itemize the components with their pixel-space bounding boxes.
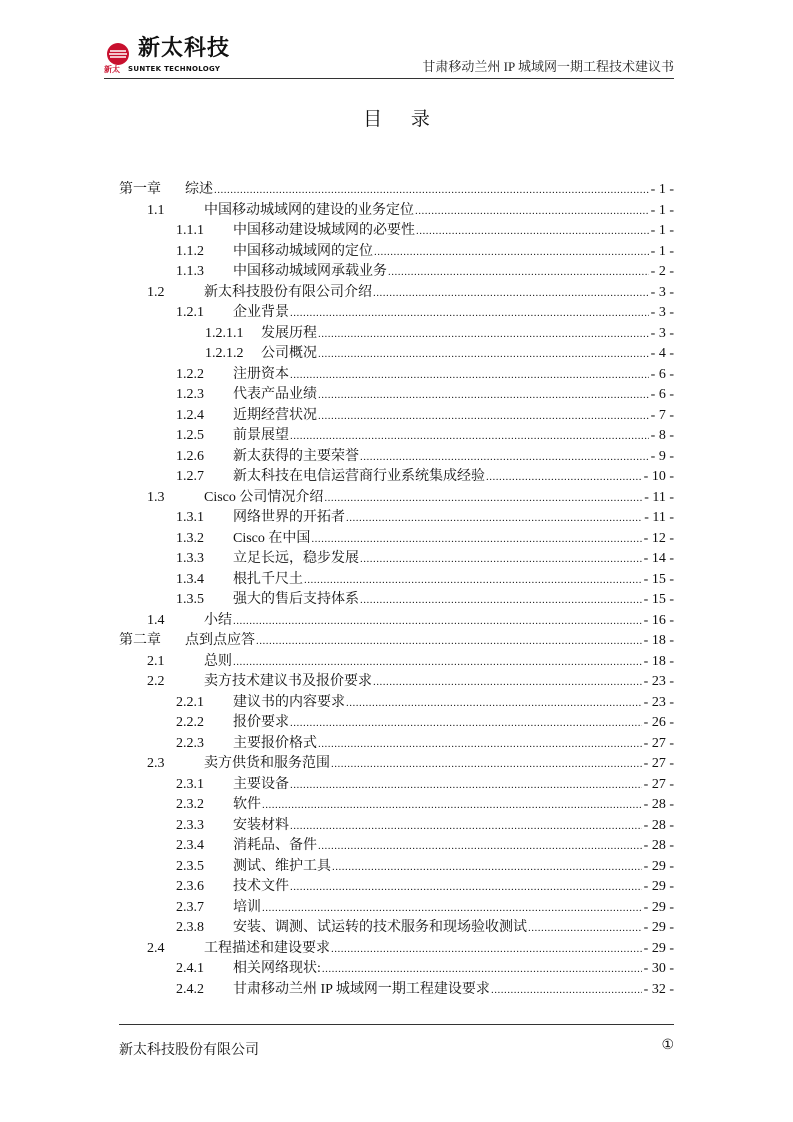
toc-entry-title: 总则 xyxy=(204,653,232,669)
toc-entry-page: - 28 - xyxy=(643,817,674,833)
toc-entry-page: - 3 - xyxy=(650,305,674,320)
toc-entry-page: - 11 - xyxy=(644,489,674,505)
toc-leader-dots xyxy=(331,754,642,775)
toc-entry[interactable] xyxy=(119,918,674,939)
toc-entry-page: - 10 - xyxy=(643,469,674,484)
toc-leader-dots xyxy=(331,939,642,960)
toc-leader-dots xyxy=(262,795,642,816)
toc-entry[interactable] xyxy=(119,201,674,222)
toc-entry-title: 主要设备 xyxy=(233,776,289,792)
toc-entry-number: 1.3.1 xyxy=(176,510,204,525)
toc-entry-number: 1.2.6 xyxy=(176,448,204,464)
toc-leader-dots xyxy=(290,365,649,386)
toc-entry[interactable] xyxy=(119,590,674,611)
toc-entry[interactable] xyxy=(119,385,674,406)
toc-entry-title: 工程描述和建设要求 xyxy=(204,940,330,956)
toc-entry[interactable] xyxy=(119,549,674,570)
toc-entry-page: - 3 - xyxy=(650,325,674,341)
toc-entry-page: - 18 - xyxy=(643,653,674,669)
toc-entry[interactable] xyxy=(119,283,674,304)
toc-entry-number: 2.4.1 xyxy=(176,961,204,976)
toc-entry-title: 注册资本 xyxy=(233,366,289,382)
logo-emblem-icon xyxy=(106,42,130,66)
toc-entry-page: - 26 - xyxy=(643,715,674,730)
toc-leader-dots xyxy=(233,611,642,632)
toc-leader-dots xyxy=(416,221,649,242)
toc-entry-title: 代表产品业绩 xyxy=(233,387,317,402)
toc-leader-dots xyxy=(311,529,641,550)
toc-entry-number: 2.4.2 xyxy=(176,981,204,997)
toc-entry-number: 2.4 xyxy=(147,940,165,956)
toc-entry-number: 1.2.3 xyxy=(176,387,204,402)
toc-entry-title: 新太获得的主要荣誉 xyxy=(233,448,359,464)
toc-entry-page: - 32 - xyxy=(643,981,674,997)
toc-entry-page: - 29 - xyxy=(643,879,674,894)
footer-company: 新太科技股份有限公司 xyxy=(119,1043,259,1058)
toc-leader-dots xyxy=(346,693,642,714)
toc-entry-title: 测试、维护工具 xyxy=(233,858,331,874)
toc-entry-page: - 29 - xyxy=(643,920,674,935)
toc-entry-page: - 8 - xyxy=(650,428,674,443)
toc-leader-dots xyxy=(290,713,642,734)
toc-entry[interactable] xyxy=(119,959,674,980)
toc-entry-title: 根扎千尺土 xyxy=(233,571,303,587)
toc-entry-page: - 16 - xyxy=(643,612,674,628)
toc-leader-dots xyxy=(318,406,649,427)
footer-page-number: ① xyxy=(661,1038,674,1053)
toc-entry-number: 1.2.1.2 xyxy=(205,346,244,361)
toc-entry-number: 1.2.2 xyxy=(176,366,204,382)
toc-entry-title: 软件 xyxy=(233,797,261,812)
toc-leader-dots xyxy=(360,549,642,570)
toc-entry-page: - 23 - xyxy=(643,694,674,710)
toc-entry-title: 小结 xyxy=(204,612,232,628)
toc-entry-title: 主要报价格式 xyxy=(233,735,317,751)
toc-leader-dots xyxy=(373,672,642,693)
toc-entry[interactable] xyxy=(119,836,674,857)
toc-entry-page: - 30 - xyxy=(643,961,674,976)
toc-entry[interactable] xyxy=(119,570,674,591)
toc-entry-number: 1.2.5 xyxy=(176,428,204,443)
toc-entry[interactable] xyxy=(119,713,674,734)
toc-leader-dots xyxy=(491,980,642,1001)
toc-entry[interactable] xyxy=(119,242,674,263)
toc-entry-number: 1.2.1.1 xyxy=(205,325,244,341)
toc-entry-title: 报价要求 xyxy=(233,715,289,730)
toc-leader-dots xyxy=(528,918,642,939)
toc-entry-page: - 6 - xyxy=(650,387,674,402)
toc-entry-number: 第一章 xyxy=(119,182,161,197)
toc-entry-number: 2.1 xyxy=(147,653,165,669)
toc-leader-dots xyxy=(388,262,649,283)
toc-entry[interactable] xyxy=(119,180,674,201)
toc-leader-dots xyxy=(322,959,642,980)
toc-entry[interactable] xyxy=(119,221,674,242)
toc-entry-page: - 27 - xyxy=(643,776,674,792)
toc-entry-number: 1.3.4 xyxy=(176,571,204,587)
toc-entry[interactable] xyxy=(119,898,674,919)
toc-entry-title: 新太科技股份有限公司介绍 xyxy=(204,284,372,300)
toc-entry-number: 2.3.8 xyxy=(176,920,204,935)
toc-entry-number: 1.3.5 xyxy=(176,592,204,607)
toc-entry-page: - 27 - xyxy=(643,735,674,751)
toc-entry-page: - 1 - xyxy=(650,223,674,238)
toc-entry-number: 2.3 xyxy=(147,756,165,771)
toc-entry-title: 立足长远，稳步发展 xyxy=(233,551,359,566)
toc-heading: 目 录 xyxy=(363,109,442,130)
toc-entry-number: 第二章 xyxy=(119,633,161,648)
toc-entry-number: 2.2.1 xyxy=(176,694,204,710)
logo-text: 新太科技 xyxy=(138,36,231,61)
toc-entry-title: 中国移动建设城域网的必要性 xyxy=(233,223,415,238)
toc-entry-title: 前景展望 xyxy=(233,428,289,443)
toc-entry-number: 1.1 xyxy=(147,202,165,218)
toc-leader-dots xyxy=(374,242,649,263)
toc-entry-title: 卖方供货和服务范围 xyxy=(204,756,330,771)
toc-entry-title: 中国移动城域网的定位 xyxy=(233,243,373,259)
toc-leader-dots xyxy=(324,488,642,509)
toc-entry-page: - 29 - xyxy=(643,899,674,915)
toc-entry[interactable] xyxy=(119,611,674,632)
toc-entry-title: 点到点应答 xyxy=(185,633,255,648)
toc-entry[interactable] xyxy=(119,857,674,878)
toc-entry[interactable] xyxy=(119,324,674,345)
toc-entry[interactable] xyxy=(119,734,674,755)
toc-entry-number: 1.1.3 xyxy=(176,264,204,279)
toc-leader-dots xyxy=(290,877,642,898)
toc-entry-title: 中国移动城域网的建设的业务定位 xyxy=(204,202,414,218)
toc-entry-number: 2.3.4 xyxy=(176,838,204,853)
toc-entry-title: 强大的售后支持体系 xyxy=(233,592,359,607)
toc-entry[interactable] xyxy=(119,795,674,816)
toc-entry-page: - 29 - xyxy=(643,858,674,874)
toc-entry-number: 2.3.2 xyxy=(176,797,204,812)
toc-entry-number: 2.2 xyxy=(147,674,165,689)
toc-entry-number: 1.2.1 xyxy=(176,305,204,320)
toc-entry-title: 近期经营状况 xyxy=(233,407,317,423)
toc-leader-dots xyxy=(290,816,642,837)
toc-entry-page: - 1 - xyxy=(650,243,674,259)
toc-entry-title: 消耗品、备件 xyxy=(233,838,317,853)
toc-leader-dots xyxy=(346,508,642,529)
toc-entry-number: 1.1.2 xyxy=(176,243,204,259)
toc-leader-dots xyxy=(233,652,642,673)
toc-entry-page: - 14 - xyxy=(643,551,674,566)
toc-entry[interactable] xyxy=(119,262,674,283)
toc-entry[interactable] xyxy=(119,426,674,447)
toc-leader-dots xyxy=(360,447,649,468)
toc-entry[interactable] xyxy=(119,980,674,1001)
toc-entry-page: - 2 - xyxy=(650,264,674,279)
toc-entry-number: 2.3.1 xyxy=(176,776,204,792)
toc-entry-number: 2.2.2 xyxy=(176,715,204,730)
toc-entry-title: 技术文件 xyxy=(233,879,289,894)
toc-leader-dots xyxy=(318,324,649,345)
toc-entry-number: 1.2 xyxy=(147,284,165,300)
toc-entry-page: - 9 - xyxy=(650,448,674,464)
toc-leader-dots xyxy=(318,734,642,755)
company-logo xyxy=(104,36,234,74)
toc-entry-title: 卖方技术建议书及报价要求 xyxy=(204,674,372,689)
toc-leader-dots xyxy=(318,836,642,857)
toc-entry-page: - 29 - xyxy=(643,940,674,956)
toc-entry-number: 1.3 xyxy=(147,489,165,505)
toc-entry-number: 2.2.3 xyxy=(176,735,204,751)
toc-entry-page: - 3 - xyxy=(650,284,674,300)
toc-entry-title: 企业背景 xyxy=(233,305,289,320)
toc-entry-number: 2.3.6 xyxy=(176,879,204,894)
toc-entry-page: - 28 - xyxy=(643,797,674,812)
toc-entry[interactable] xyxy=(119,672,674,693)
toc-entry-page: - 28 - xyxy=(643,838,674,853)
toc-entry[interactable] xyxy=(119,303,674,324)
toc-entry-title: 公司概况 xyxy=(261,346,317,361)
toc-leader-dots xyxy=(332,857,642,878)
toc-leader-dots xyxy=(415,201,649,222)
toc-entry[interactable] xyxy=(119,529,674,550)
toc-entry-number: 2.3.7 xyxy=(176,899,204,915)
document-title: 甘肃移动兰州 IP 城域网一期工程技术建议书 xyxy=(422,59,674,74)
toc-entry-title: Cisco 在中国 xyxy=(233,530,311,546)
toc-entry-title: 综述 xyxy=(185,182,213,197)
toc-entry-page: - 15 - xyxy=(643,592,674,607)
toc-entry-number: 2.3.5 xyxy=(176,858,204,874)
toc-entry-title: 中国移动城域网承载业务 xyxy=(233,264,387,279)
toc-entry-page: - 18 - xyxy=(643,633,674,648)
toc-entry[interactable] xyxy=(119,344,674,365)
toc-entry-page: - 11 - xyxy=(644,510,674,525)
toc-entry-number: 1.2.7 xyxy=(176,469,204,484)
toc-entry-number: 1.1.1 xyxy=(176,223,204,238)
toc-leader-dots xyxy=(256,631,642,652)
toc-entry[interactable] xyxy=(119,754,674,775)
toc-entry[interactable] xyxy=(119,631,674,652)
toc-entry[interactable] xyxy=(119,508,674,529)
toc-entry[interactable] xyxy=(119,365,674,386)
toc-entry-page: - 15 - xyxy=(643,571,674,587)
toc-entry-title: 相关网络现状: xyxy=(233,961,321,976)
toc-entry[interactable] xyxy=(119,406,674,427)
toc-entry-title: 建议书的内容要求 xyxy=(233,694,345,710)
toc-entry[interactable] xyxy=(119,816,674,837)
toc-entry-title: Cisco 公司情况介绍 xyxy=(204,489,324,505)
logo-english-text: SUNTEK TECHNOLOGY xyxy=(128,65,221,73)
toc-leader-dots xyxy=(318,344,649,365)
toc-entry-page: - 4 - xyxy=(650,346,674,361)
toc-entry-number: 1.4 xyxy=(147,612,165,628)
toc-leader-dots xyxy=(214,180,649,201)
toc-leader-dots xyxy=(486,467,642,488)
toc-leader-dots xyxy=(290,426,649,447)
toc-entry-page: - 27 - xyxy=(643,756,674,771)
toc-leader-dots xyxy=(262,898,642,919)
toc-leader-dots xyxy=(360,590,642,611)
toc-entry-title: 安装材料 xyxy=(233,817,289,833)
toc-entry-number: 1.3.3 xyxy=(176,551,204,566)
toc-entry-page: - 6 - xyxy=(650,366,674,382)
toc-entry-title: 安装、调测、试运转的技术服务和现场验收测试 xyxy=(233,920,527,935)
toc-entry-title: 新太科技在电信运营商行业系统集成经验 xyxy=(233,469,485,484)
page-header xyxy=(104,34,674,79)
table-of-contents xyxy=(119,180,674,1000)
toc-entry-number: 1.3.2 xyxy=(176,530,204,546)
toc-entry[interactable] xyxy=(119,775,674,796)
toc-entry-number: 2.3.3 xyxy=(176,817,204,833)
toc-leader-dots xyxy=(318,385,649,406)
toc-entry-title: 甘肃移动兰州 IP 城域网一期工程建设要求 xyxy=(233,981,490,997)
toc-leader-dots xyxy=(290,775,642,796)
toc-entry[interactable] xyxy=(119,447,674,468)
toc-entry-page: - 7 - xyxy=(650,407,674,423)
toc-entry[interactable] xyxy=(119,467,674,488)
page-footer xyxy=(119,1024,674,1065)
toc-leader-dots xyxy=(304,570,642,591)
toc-entry[interactable] xyxy=(119,488,674,509)
toc-leader-dots xyxy=(290,303,649,324)
toc-entry[interactable] xyxy=(119,877,674,898)
toc-entry-page: - 23 - xyxy=(643,674,674,689)
toc-leader-dots xyxy=(373,283,649,304)
toc-entry[interactable] xyxy=(119,652,674,673)
toc-entry-page: - 1 - xyxy=(650,202,674,218)
toc-entry-number: 1.2.4 xyxy=(176,407,204,423)
toc-entry[interactable] xyxy=(119,939,674,960)
toc-entry-title: 培训 xyxy=(233,899,261,915)
toc-entry-page: - 12 - xyxy=(643,530,674,546)
logo-small-text: 新太 xyxy=(104,65,120,74)
toc-entry-page: - 1 - xyxy=(650,182,674,197)
toc-entry-title: 发展历程 xyxy=(261,325,317,341)
toc-entry-title: 网络世界的开拓者 xyxy=(233,510,345,525)
toc-entry[interactable] xyxy=(119,693,674,714)
